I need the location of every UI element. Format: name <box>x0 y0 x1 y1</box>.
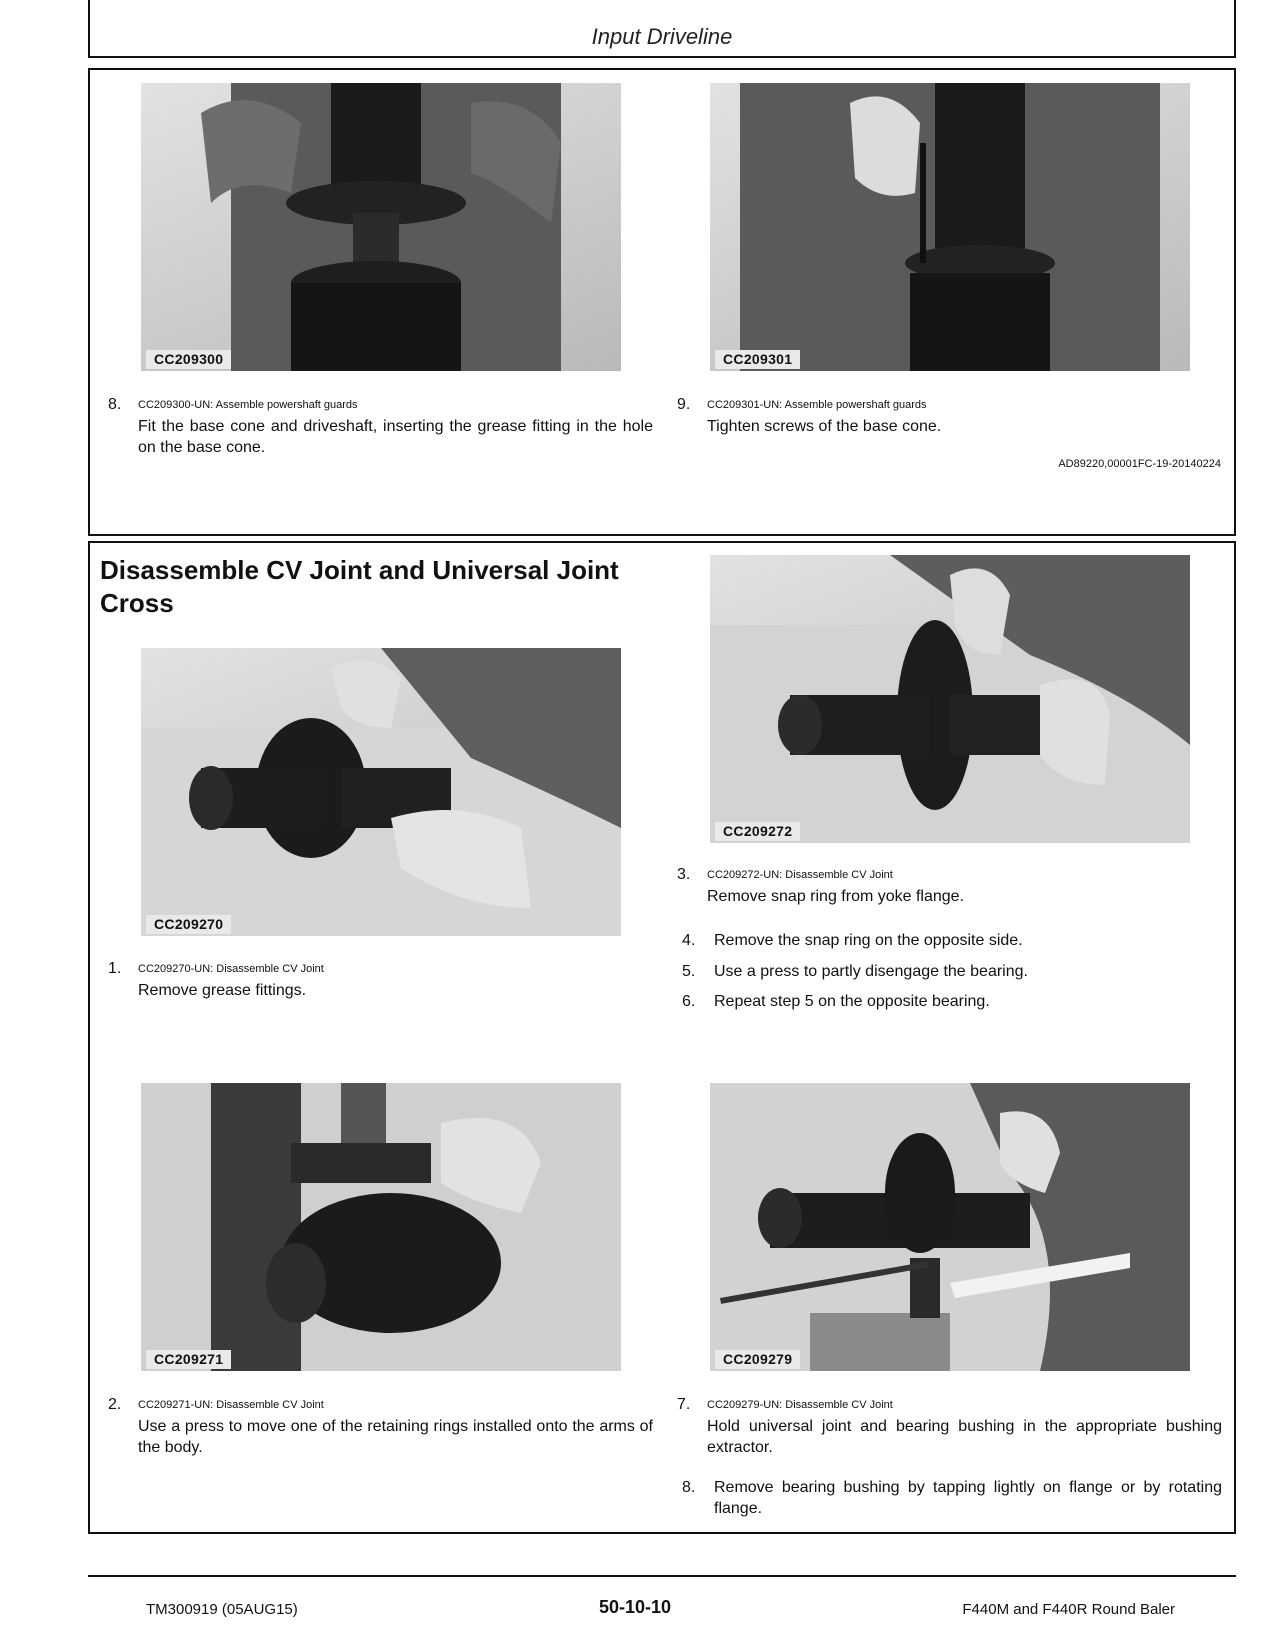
section-title: Disassemble CV Joint and Universal Joint Cross <box>100 555 619 618</box>
step-number: 6. <box>682 993 696 1010</box>
step-text: Fit the base cone and driveshaft, inserting the grease fitting in the hole on the base cone. <box>138 418 653 456</box>
photo-cc209301 <box>710 83 1190 371</box>
step-item <box>677 866 1222 906</box>
step-item <box>677 396 1222 436</box>
photo-label: CC209270 <box>146 915 231 934</box>
step-item <box>682 1477 1222 1521</box>
photo-cc209270 <box>141 648 621 936</box>
step-text: Remove snap ring from yoke flange. <box>707 888 965 905</box>
cv-joint-illustration <box>710 555 1190 843</box>
photo-label: CC209279 <box>715 1350 800 1369</box>
step-number: 3. <box>677 866 691 883</box>
photo-label: CC209271 <box>146 1350 231 1369</box>
photo-cc209271 <box>141 1083 621 1371</box>
step-text: Use a press to move one of the retaining rings installed onto the arms of the body. <box>138 1418 653 1456</box>
step-number: 2. <box>108 1396 122 1413</box>
step-text: Hold universal joint and bearing bushing in the appropriate bushing extractor. <box>707 1418 1222 1456</box>
step-number: 7. <box>677 1396 691 1413</box>
footer-rule <box>88 1575 1236 1577</box>
figure-caption: CC209270-UN: Disassemble CV Joint <box>138 963 324 975</box>
powershaft-illustration <box>710 83 1190 371</box>
cv-joint-illustration <box>141 648 621 936</box>
step-text: Tighten screws of the base cone. <box>707 418 942 435</box>
step-text: Use a press to partly disengage the bearing. <box>714 963 1028 980</box>
photo-label: CC209301 <box>715 350 800 369</box>
header-frame <box>88 0 1236 58</box>
page-header-title: Input Driveline <box>591 24 733 49</box>
step-item <box>682 930 1222 952</box>
step-item <box>108 960 653 1000</box>
powershaft-illustration <box>141 83 621 371</box>
step-text: Remove bearing bushing by tapping lightly on flange or by rotating flange. <box>714 1479 1222 1517</box>
step-number: 9. <box>677 396 691 413</box>
step-item <box>108 1396 653 1456</box>
bushing-extractor-illustration <box>710 1083 1190 1371</box>
footer-doc-id: TM300919 (05AUG15) <box>146 1601 298 1618</box>
step-item <box>677 1396 1222 1456</box>
step-item <box>682 961 1222 983</box>
footer-page-number: 50-10-10 <box>598 1597 672 1617</box>
figure-caption: CC209272-UN: Disassemble CV Joint <box>707 869 893 881</box>
photo-cc209279 <box>710 1083 1190 1371</box>
photo-label: CC209272 <box>715 822 800 841</box>
photo-cc209272 <box>710 555 1190 843</box>
step-number: 8. <box>682 1479 696 1496</box>
step-number: 8. <box>108 396 122 413</box>
step-text: Repeat step 5 on the opposite bearing. <box>714 993 990 1010</box>
step-number: 4. <box>682 932 696 949</box>
step-item <box>108 396 653 456</box>
reference-code: AD89220,00001FC-19-20140224 <box>1058 458 1221 470</box>
photo-label: CC209300 <box>146 350 231 369</box>
figure-caption: CC209300-UN: Assemble powershaft guards <box>138 399 358 411</box>
figure-caption: CC209301-UN: Assemble powershaft guards <box>707 399 927 411</box>
step-number: 1. <box>108 960 122 977</box>
figure-caption: CC209279-UN: Disassemble CV Joint <box>707 1399 893 1411</box>
step-text: Remove grease fittings. <box>138 982 307 999</box>
step-item <box>682 991 1222 1013</box>
figure-caption: CC209271-UN: Disassemble CV Joint <box>138 1399 324 1411</box>
press-illustration <box>141 1083 621 1371</box>
step-number: 5. <box>682 963 696 980</box>
step-text: Remove the snap ring on the opposite side. <box>714 932 1023 949</box>
photo-cc209300 <box>141 83 621 371</box>
footer-product: F440M and F440R Round Baler <box>962 1601 1175 1618</box>
